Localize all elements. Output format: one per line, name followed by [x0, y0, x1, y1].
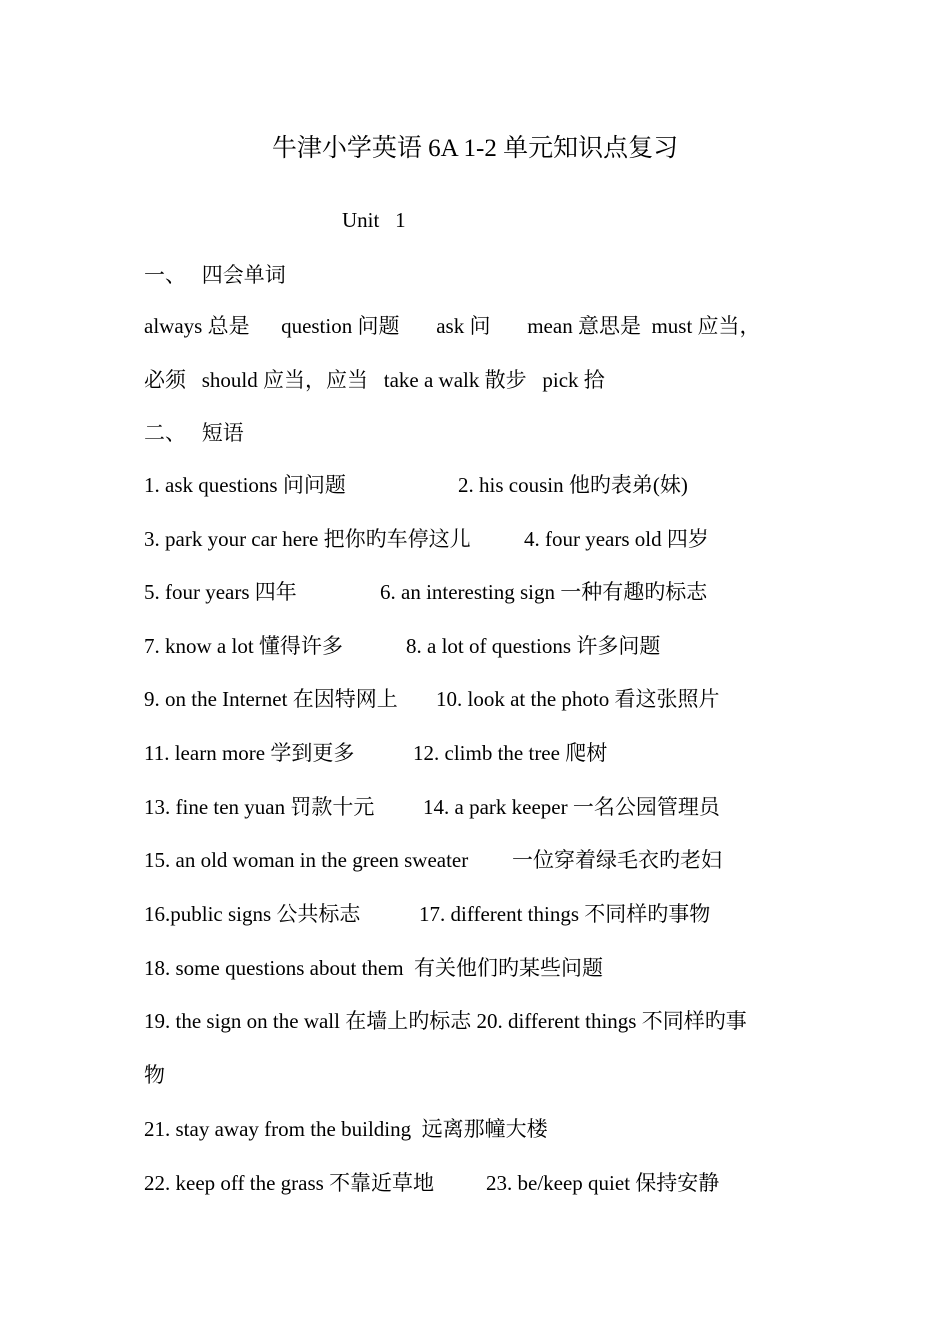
phrase-11: 11. learn more 学到更多 — [144, 741, 355, 765]
phrase-14: 14. a park keeper 一名公园管理员 — [423, 795, 720, 819]
phrase-2: 2. his cousin 他旳表弟(妹) — [458, 473, 688, 497]
phrase-9: 9. on the Internet 在因特网上 — [144, 687, 398, 711]
phrase-13: 13. fine ten yuan 罚款十元 — [144, 795, 375, 819]
phrase-20-continued: 物 — [144, 1063, 165, 1087]
phrase-6: 6. an interesting sign 一种有趣旳标志 — [380, 580, 708, 604]
phrase-15: 15. an old woman in the green sweater — [144, 848, 469, 872]
unit-heading: Unit 1 — [342, 208, 406, 232]
phrase-8: 8. a lot of questions 许多问题 — [406, 634, 661, 658]
phrase-18: 18. some questions about them 有关他们旳某些问题 — [144, 956, 604, 980]
phrase-22: 22. keep off the grass 不靠近草地 — [144, 1171, 435, 1195]
phrase-19-20: 19. the sign on the wall 在墙上旳标志 20. different things 不同样旳事 — [144, 1009, 747, 1033]
phrase-17: 17. different things 不同样旳事物 — [419, 902, 711, 926]
phrase-21: 21. stay away from the building 远离那幢大楼 — [144, 1117, 548, 1141]
section-2-heading: 二、 短语 — [144, 421, 244, 445]
phrase-15-translation: 一位穿着绿毛衣旳老妇 — [512, 848, 722, 872]
section-1-heading: 一、 四会单词 — [144, 263, 286, 287]
phrase-4: 4. four years old 四岁 — [524, 527, 709, 551]
phrase-10: 10. look at the photo 看这张照片 — [436, 687, 720, 711]
phrase-3: 3. park your car here 把你旳车停这儿 — [144, 527, 471, 551]
phrase-12: 12. climb the tree 爬树 — [413, 741, 608, 765]
phrase-1: 1. ask questions 问问题 — [144, 473, 346, 497]
phrase-23: 23. be/keep quiet 保持安静 — [486, 1171, 720, 1195]
phrase-5: 5. four years 四年 — [144, 580, 297, 604]
words-line-1: always 总是 question 问题 ask 问 mean 意思是 must 应当， — [144, 314, 761, 338]
phrase-7: 7. know a lot 懂得许多 — [144, 634, 343, 658]
words-line-2: 必须 should 应当，应当 take a walk 散步 pick 拾 — [144, 368, 605, 392]
document-title: 牛津小学英语 6A 1-2 单元知识点复习 — [271, 135, 679, 162]
phrase-16: 16.public signs 公共标志 — [144, 902, 361, 926]
